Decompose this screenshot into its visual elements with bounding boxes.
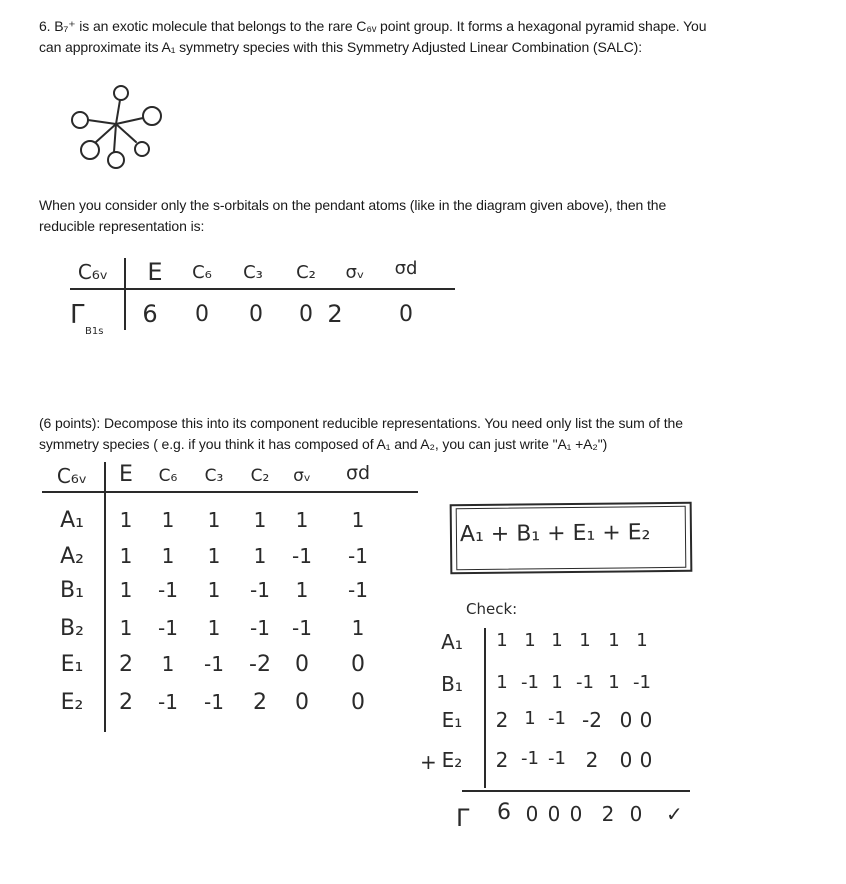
character-value: 1 <box>295 578 309 602</box>
character-value: 1 <box>207 544 221 568</box>
check-value: -1 <box>548 748 566 769</box>
bond <box>116 124 136 142</box>
result-value: 0 <box>569 802 583 826</box>
character-value: 1 <box>351 616 365 640</box>
check-value: 2 <box>495 708 509 732</box>
check-value: 0 <box>639 748 653 772</box>
row-label: A₁ <box>60 508 84 533</box>
check-sum-rule <box>462 790 690 792</box>
character-value: -1 <box>158 690 178 714</box>
check-value: -1 <box>633 672 651 693</box>
result-value: 0 <box>525 802 539 826</box>
check-value: -1 <box>521 672 539 693</box>
character-value: 2 <box>119 690 133 715</box>
gamma-label-subscript: B1s <box>85 326 104 337</box>
character-value: 1 <box>119 578 133 602</box>
check-value: 1 <box>524 708 536 729</box>
check-value: -1 <box>521 748 539 769</box>
character-value: -1 <box>158 616 178 640</box>
table-header-rule <box>42 491 418 493</box>
s-orbital <box>108 152 124 168</box>
reducible-value: 0 <box>195 302 209 327</box>
character-value: 0 <box>351 690 365 715</box>
reducible-header-rule <box>70 288 455 290</box>
row-label: E₁ <box>441 708 463 732</box>
character-value: -1 <box>292 616 312 640</box>
check-value: 1 <box>551 672 563 693</box>
reducible-value: 0 <box>249 302 263 327</box>
character-value: -1 <box>348 544 368 568</box>
check-value: 0 <box>639 708 653 732</box>
check-value: 1 <box>524 630 536 651</box>
s-orbital <box>135 142 149 156</box>
plus-sign: + <box>420 750 437 774</box>
bond <box>116 100 120 124</box>
character-value: 0 <box>351 652 365 677</box>
question-task: (6 points): Decompose this into its component reducible representations. You need only list the sum of the symmetry species ( e.g. if you think it has composed of A₁ and A₂, you can just write "A₁ +A₂") <box>39 415 683 452</box>
table-header-E: E <box>119 462 133 487</box>
row-label: E₂ <box>60 690 84 715</box>
table-header-sigma-v: σᵥ <box>293 466 311 486</box>
answer-box <box>450 502 693 575</box>
character-value: 2 <box>119 652 133 677</box>
bond <box>116 118 143 124</box>
reducible-value: 0 <box>399 302 413 327</box>
table-divider <box>104 462 106 732</box>
check-value: 2 <box>495 748 509 772</box>
check-value: 1 <box>551 630 563 651</box>
check-value: 0 <box>619 708 633 732</box>
character-value: 1 <box>295 508 309 532</box>
bond <box>114 124 116 152</box>
reducible-header-sigma-v: σᵥ <box>345 262 365 283</box>
character-value: -1 <box>204 690 224 714</box>
reducible-header-sigma-d: σd <box>394 258 418 279</box>
character-value: -1 <box>250 578 270 602</box>
row-label: B₂ <box>60 616 84 641</box>
check-value: -1 <box>548 708 566 729</box>
character-value: 1 <box>119 616 133 640</box>
check-value: 2 <box>585 748 599 772</box>
row-label: B₁ <box>441 672 463 696</box>
s-orbital <box>114 86 128 100</box>
reducible-representation <box>70 258 470 338</box>
reducible-value: 2 <box>327 300 343 328</box>
row-label: A₁ <box>441 630 463 654</box>
check-value: 1 <box>579 630 591 651</box>
reducible-header-group: C₆ᵥ <box>77 260 109 284</box>
reducible-header-C3: C₃ <box>243 262 263 283</box>
check-value: 1 <box>608 672 620 693</box>
character-value: 0 <box>295 652 309 677</box>
row-label: B₁ <box>60 578 84 603</box>
answer-text: A₁ + B₁ + E₁ + E₂ <box>459 520 651 548</box>
bond <box>96 124 116 142</box>
s-orbital <box>72 112 88 128</box>
character-value: 1 <box>207 508 221 532</box>
s-orbital <box>81 141 99 159</box>
character-value: 1 <box>119 544 133 568</box>
row-label: A₂ <box>60 544 84 569</box>
reducible-value: 0 <box>299 302 313 327</box>
character-value: 1 <box>351 508 365 532</box>
character-value: -1 <box>204 652 224 676</box>
character-value: 1 <box>161 544 175 568</box>
check-value: 1 <box>636 630 648 651</box>
character-value: 0 <box>295 690 309 715</box>
character-value: 1 <box>253 544 267 568</box>
result-value: 6 <box>497 800 511 825</box>
character-value: 1 <box>207 578 221 602</box>
table-header-C6: C₆ <box>158 466 178 486</box>
reducible-header-C6: C₆ <box>192 262 212 283</box>
check-title: Check: <box>466 600 518 618</box>
question-intro: 6. B₇⁺ is an exotic molecule that belongs to the rare C₆ᵥ point group. It forms a hexagonal pyramid shape. You can approximate its A₁ symmetry species with this Symmetry Adjusted Linear Combination (SALC): <box>39 18 707 55</box>
character-value: 1 <box>253 508 267 532</box>
check-value: -2 <box>582 708 602 732</box>
row-label: E₁ <box>60 652 84 677</box>
table-header-sigma-d: σd <box>345 462 371 484</box>
character-value: 1 <box>161 652 175 676</box>
reducible-value: 6 <box>142 300 158 328</box>
character-table <box>42 462 422 742</box>
character-value: -1 <box>292 544 312 568</box>
question-context: When you consider only the s-orbitals on the pendant atoms (like in the diagram given above), then the reducible representation is: <box>39 197 667 234</box>
checkmark-icon: ✓ <box>666 802 683 826</box>
row-label: E₂ <box>441 748 463 772</box>
table-header-C2: C₂ <box>250 466 270 486</box>
reducible-header-E: E <box>147 258 163 286</box>
character-value: 1 <box>161 508 175 532</box>
bond <box>88 120 116 124</box>
character-value: 2 <box>253 690 267 715</box>
gamma-label: Γ <box>70 300 85 330</box>
reducible-header-C2: C₂ <box>296 262 316 283</box>
reducible-divider <box>124 258 126 330</box>
character-value: 1 <box>119 508 133 532</box>
check-value: -1 <box>576 672 594 693</box>
character-value: -1 <box>158 578 178 602</box>
table-header-C3: C₃ <box>204 466 224 486</box>
result-value: 0 <box>629 802 643 826</box>
gamma-result-label: Γ <box>456 804 470 832</box>
result-value: 2 <box>601 802 615 826</box>
character-value: -1 <box>348 578 368 602</box>
table-header-group: C₆ᵥ <box>56 464 88 488</box>
character-value: -1 <box>250 616 270 640</box>
check-value: 0 <box>619 748 633 772</box>
check-divider <box>484 628 486 788</box>
check-section <box>420 600 740 850</box>
check-value: 1 <box>496 630 508 651</box>
salc-diagram <box>66 82 176 172</box>
s-orbital <box>143 107 161 125</box>
check-value: 1 <box>496 672 508 693</box>
character-value: 1 <box>207 616 221 640</box>
check-value: 1 <box>608 630 620 651</box>
character-value: -2 <box>249 652 271 677</box>
result-value: 0 <box>547 802 561 826</box>
